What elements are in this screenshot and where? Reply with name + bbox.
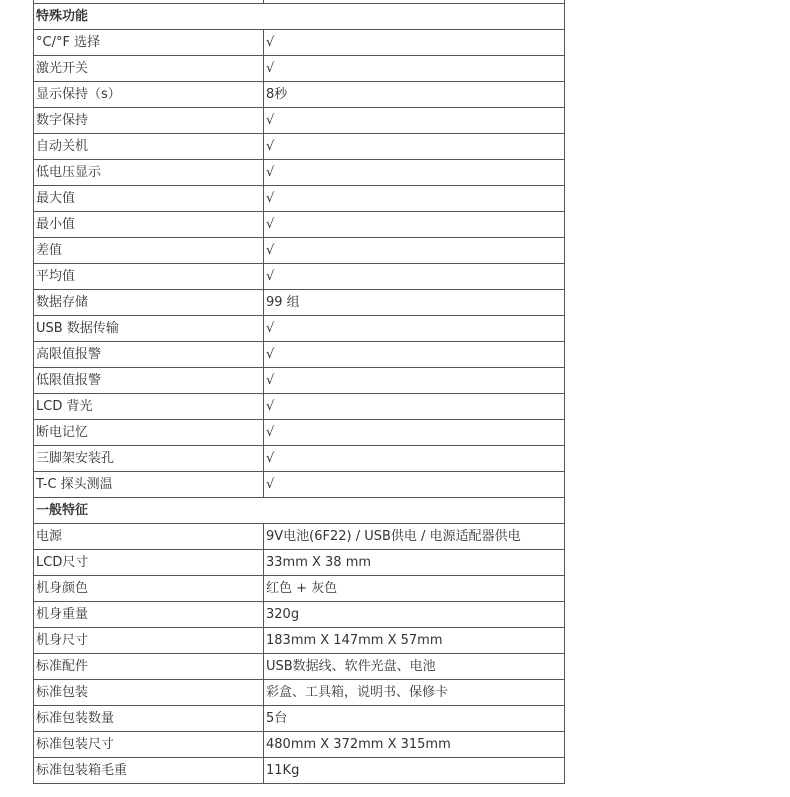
row-name: 电源: [34, 524, 264, 550]
row-value: 320g: [264, 602, 565, 628]
row-value: 99 组: [264, 290, 565, 316]
row-value: √: [264, 368, 565, 394]
row-value: USB数据线、软件光盘、电池: [264, 654, 565, 680]
table-row: [34, 420, 565, 446]
table-row: [34, 108, 565, 134]
table-row: [34, 30, 565, 56]
row-value: √: [264, 238, 565, 264]
row-value: 480mm X 372mm X 315mm: [264, 732, 565, 758]
row-value: √: [264, 30, 565, 56]
row-value: √: [264, 264, 565, 290]
row-name: LCD尺寸: [34, 550, 264, 576]
table-row: [34, 732, 565, 758]
row-value: √: [264, 108, 565, 134]
row-name: °C/°F 选择: [34, 30, 264, 56]
row-name: 最小值: [34, 212, 264, 238]
table-row: [34, 758, 565, 784]
row-name: 低电压显示: [34, 160, 264, 186]
row-name: 最大值: [34, 186, 264, 212]
table-row: [34, 186, 565, 212]
row-name: 机身颜色: [34, 576, 264, 602]
row-name: 标准包装箱毛重: [34, 758, 264, 784]
row-name: 自动关机: [34, 134, 264, 160]
row-name: 标准包装数量: [34, 706, 264, 732]
row-value: √: [264, 186, 565, 212]
row-name: USB 数据传输: [34, 316, 264, 342]
row-name: 机身尺寸: [34, 628, 264, 654]
row-value: 9V电池(6F22) / USB供电 / 电源适配器供电: [264, 524, 565, 550]
row-value: √: [264, 160, 565, 186]
row-name: 低限值报警: [34, 368, 264, 394]
row-value: √: [264, 316, 565, 342]
row-value: √: [264, 342, 565, 368]
row-name: 数据存储: [34, 290, 264, 316]
row-value: 11Kg: [264, 758, 565, 784]
table-row: [34, 446, 565, 472]
row-name: 高限值报警: [34, 342, 264, 368]
row-value: √: [264, 446, 565, 472]
row-value: √: [264, 134, 565, 160]
table-row: [34, 394, 565, 420]
table-row: [34, 56, 565, 82]
table-row: [34, 602, 565, 628]
section-title: 一般特征: [34, 498, 565, 524]
row-value: 5台: [264, 706, 565, 732]
section-header-general: [34, 498, 565, 524]
table-row: [34, 316, 565, 342]
table-row: [34, 654, 565, 680]
row-name: 激光开关: [34, 56, 264, 82]
table-row: [34, 472, 565, 498]
row-value: √: [264, 56, 565, 82]
row-name: 平均值: [34, 264, 264, 290]
row-value: 彩盒、工具箱，说明书、保修卡: [264, 680, 565, 706]
table-row: [34, 264, 565, 290]
row-name: T-C 探头测温: [34, 472, 264, 498]
table-row: [34, 550, 565, 576]
table-row: [34, 628, 565, 654]
table-row: [34, 238, 565, 264]
row-name: 标准包装: [34, 680, 264, 706]
section-title: 特殊功能: [34, 4, 565, 30]
row-name: LCD 背光: [34, 394, 264, 420]
table-row: [34, 82, 565, 108]
table-row: [34, 134, 565, 160]
table-row: [34, 342, 565, 368]
row-value: 183mm X 147mm X 57mm: [264, 628, 565, 654]
row-value: 8秒: [264, 82, 565, 108]
table-row: [34, 524, 565, 550]
section-header-special: [34, 4, 565, 30]
row-name: 标准配件: [34, 654, 264, 680]
row-value: √: [264, 212, 565, 238]
row-value: √: [264, 420, 565, 446]
row-value: 红色 + 灰色: [264, 576, 565, 602]
row-value: √: [264, 472, 565, 498]
table-row: [34, 576, 565, 602]
row-name: 机身重量: [34, 602, 264, 628]
table-row: [34, 212, 565, 238]
row-name: 显示保持（s）: [34, 82, 264, 108]
spec-table: [33, 0, 565, 784]
table-row: [34, 706, 565, 732]
row-name: 标准包装尺寸: [34, 732, 264, 758]
table-row: [34, 680, 565, 706]
row-name: 三脚架安装孔: [34, 446, 264, 472]
row-name: 差值: [34, 238, 264, 264]
row-name: 断电记忆: [34, 420, 264, 446]
row-value: √: [264, 394, 565, 420]
table-row: [34, 160, 565, 186]
row-value: 33mm X 38 mm: [264, 550, 565, 576]
table-row: [34, 290, 565, 316]
spec-table-body: [34, 0, 565, 784]
table-row: [34, 368, 565, 394]
row-name: 数字保持: [34, 108, 264, 134]
